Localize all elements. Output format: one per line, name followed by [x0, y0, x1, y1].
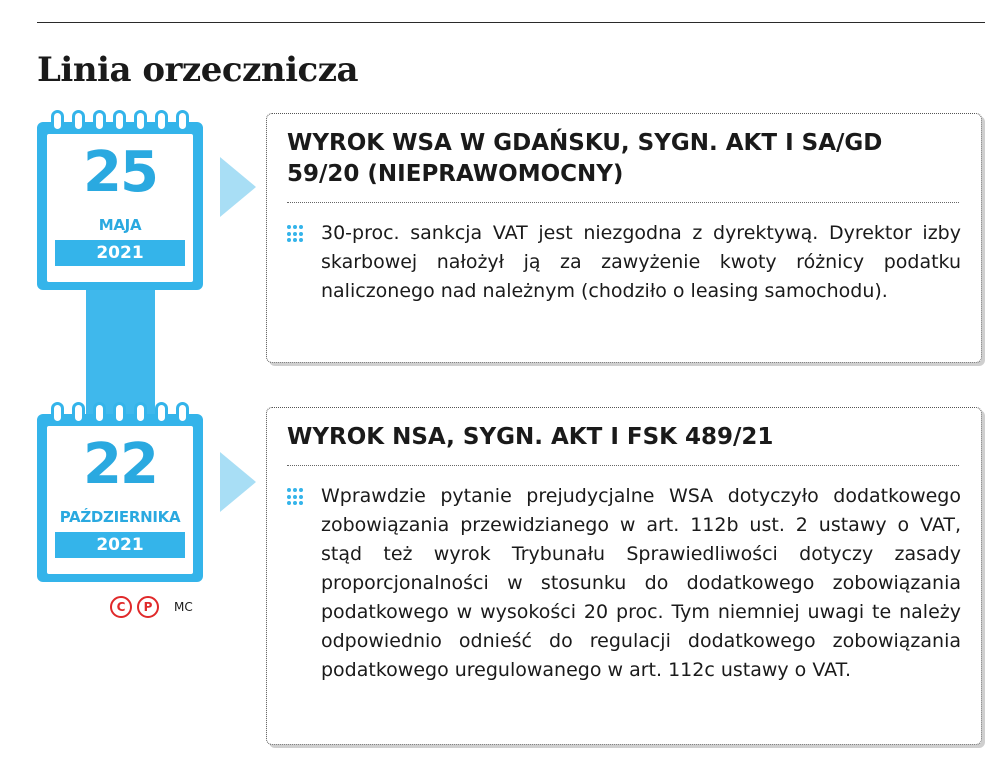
calendar-ring — [93, 110, 106, 132]
calendar-ring — [72, 110, 85, 132]
ruling-card — [266, 407, 982, 745]
calendar-rings — [51, 402, 189, 426]
dotted-divider — [287, 202, 959, 203]
dots-bullet-icon — [287, 225, 305, 243]
calendar-ring — [155, 402, 168, 424]
ruling-heading: WYROK NSA, SYGN. AKT I FSK 489/21 — [287, 424, 774, 450]
calendar-month: PAŹDZIERNIKA — [59, 508, 181, 526]
calendar-ring — [51, 110, 64, 132]
press-icon: P — [137, 596, 159, 618]
calendar-year: 2021 — [55, 532, 185, 558]
dots-bullet-icon — [287, 488, 305, 506]
ruling-text: Wprawdzie pytanie prejudycjalne WSA dotyczyło dodatkowego zobowiązania przewidzianego w art. 112b ust. 2 ustawy o VAT, stąd też wyrok Trybunału Sprawiedliwości dotyczy zasady proporcjonalności w stosunku do dodatkowego zobowiązania podatkowego w wysokości 20 proc. Tym niemniej uwagi te należy odpowiednio odnieść do regulacji dodatkowego zobowiązania podatkowego uregulowanego w art. 112c ustawy o VAT. — [321, 485, 961, 681]
calendar-icon — [37, 122, 203, 290]
calendar-icon — [37, 414, 203, 582]
calendar-ring — [176, 110, 189, 132]
top-rule — [37, 22, 985, 23]
calendar-ring — [93, 402, 106, 424]
calendar-day: 22 — [83, 432, 157, 497]
calendar-ring — [134, 402, 147, 424]
ruling-body — [321, 219, 961, 306]
ruling-heading: WYROK WSA W GDAŃSKU, SYGN. AKT I SA/GD 59/20 (NIEPRAWOMOCNY) — [287, 130, 883, 187]
copyright-icon: C — [110, 596, 132, 618]
calendar-ring — [113, 402, 126, 424]
arrow-right-icon — [220, 157, 256, 217]
author-initials: MC — [174, 600, 193, 614]
ruling-text: 30-proc. sankcja VAT jest niezgodna z dyrektywą. Dyrektor izby skarbowej nałożył ją za zawyżenie kwoty różnicy podatku naliczonego nad należnym (chodziło o leasing samochodu). — [321, 222, 961, 302]
calendar-ring — [155, 110, 168, 132]
ruling-card — [266, 113, 982, 363]
calendar-rings — [51, 110, 189, 134]
timeline-connector — [86, 288, 155, 418]
ruling-body — [321, 482, 961, 685]
calendar-year: 2021 — [55, 240, 185, 266]
calendar-ring — [176, 402, 189, 424]
arrow-right-icon — [220, 452, 256, 512]
calendar-ring — [134, 110, 147, 132]
calendar-day: 25 — [83, 140, 157, 205]
calendar-month: MAJA — [98, 216, 142, 234]
dotted-divider — [287, 465, 959, 466]
calendar-ring — [51, 402, 64, 424]
credits — [110, 596, 193, 618]
calendar-ring — [113, 110, 126, 132]
calendar-ring — [72, 402, 85, 424]
page-title: Linia orzecznicza — [37, 50, 359, 90]
